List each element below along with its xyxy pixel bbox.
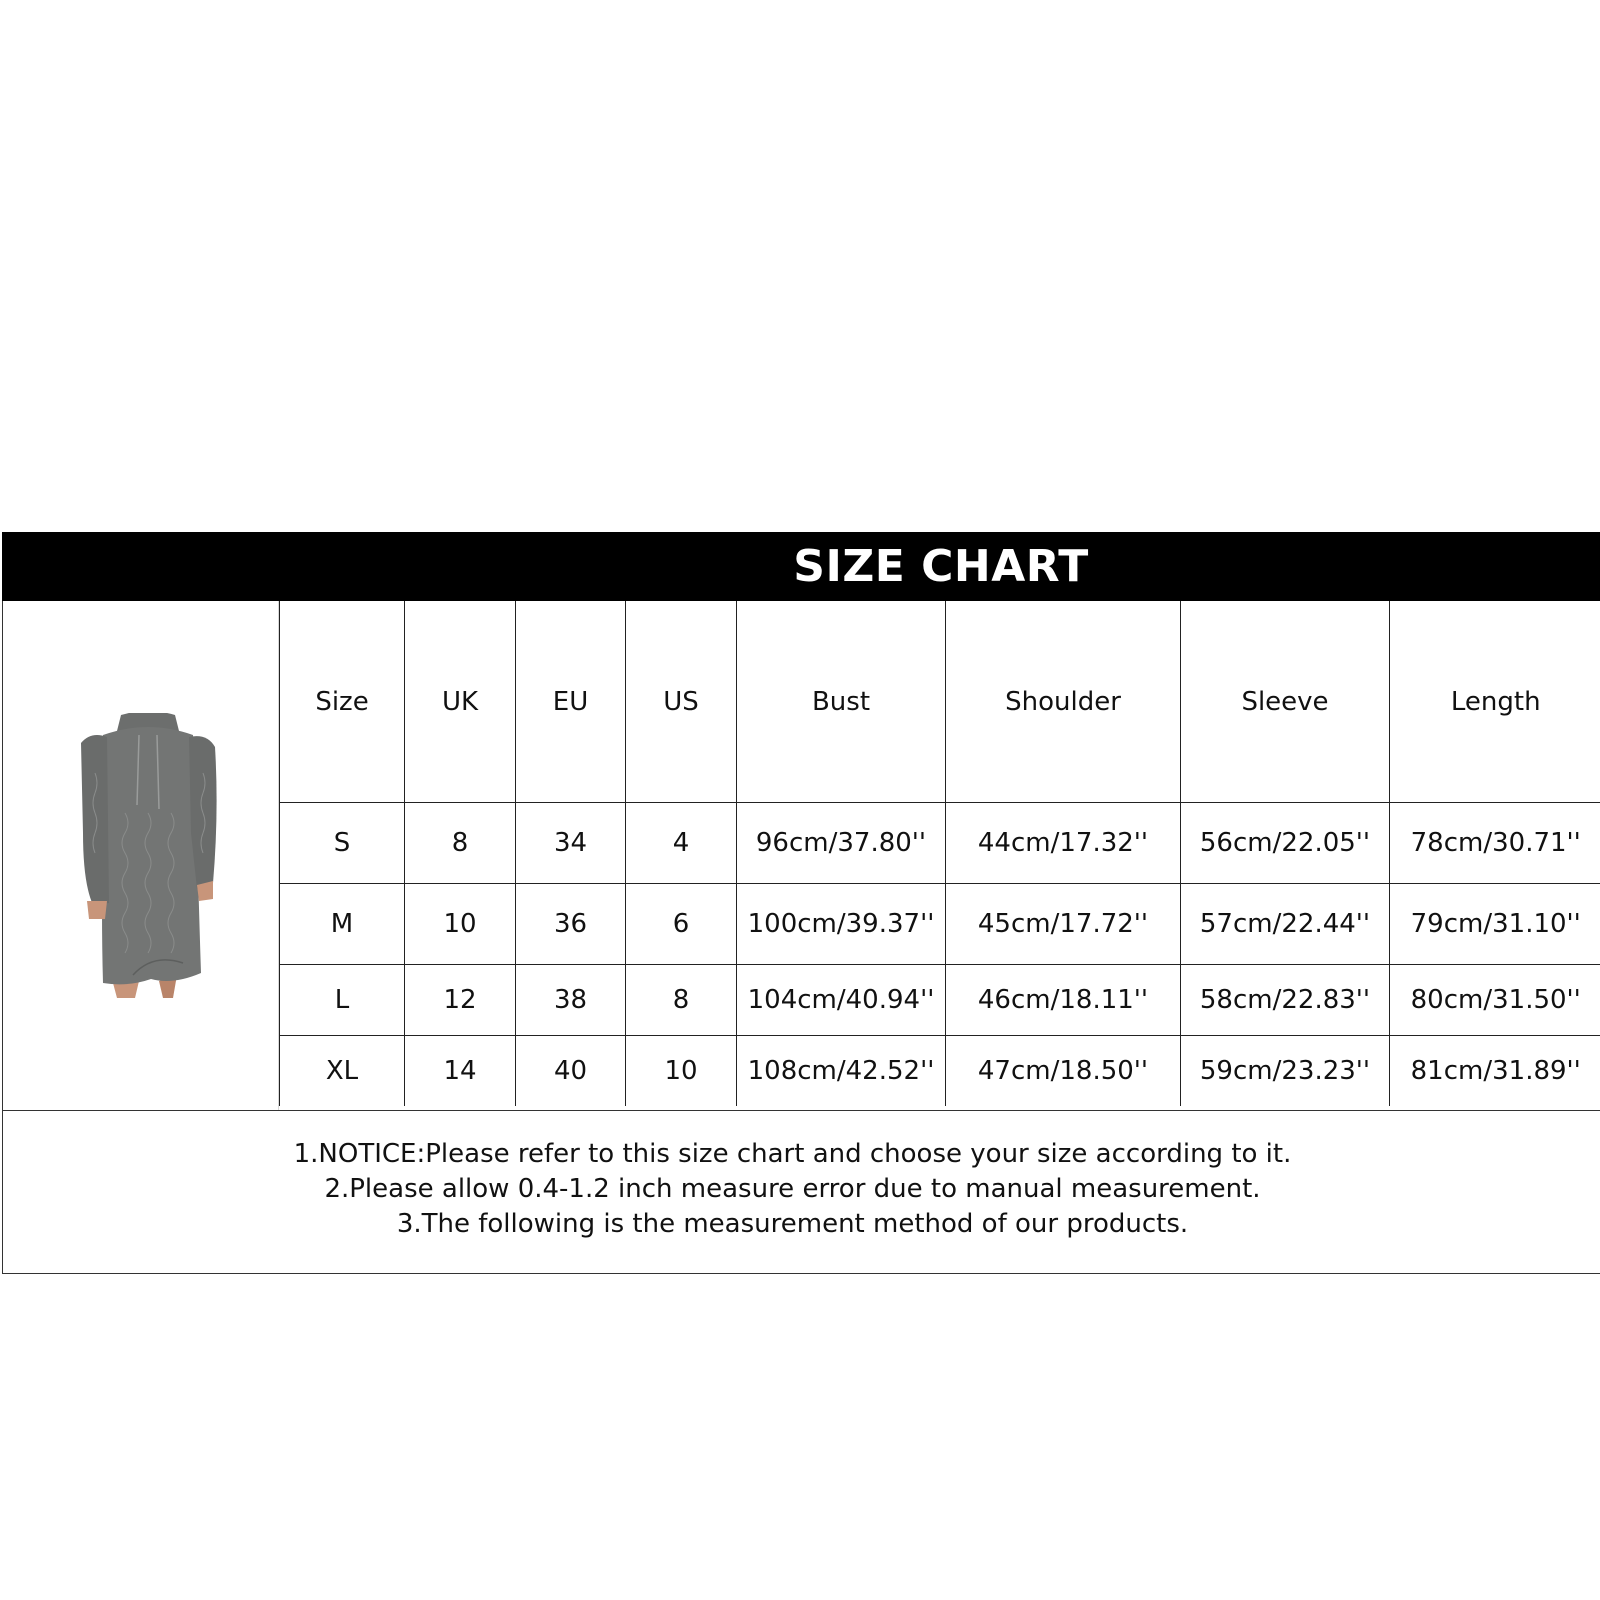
note-line-2: 2.Please allow 0.4-1.2 inch measure error due to manual measurement. (324, 1174, 1261, 1204)
cell-us: 4 (626, 803, 737, 884)
cell-uk: 12 (405, 965, 516, 1036)
cell-us: 10 (626, 1036, 737, 1107)
cell-eu: 40 (516, 1036, 626, 1107)
table-row (280, 884, 1600, 965)
cell-size: S (280, 803, 405, 884)
size-table (279, 601, 1600, 1106)
header-sleeve: Sleeve (1181, 601, 1390, 803)
table-row (280, 803, 1600, 884)
cell-sleeve: 59cm/23.23'' (1181, 1036, 1390, 1107)
cell-eu: 34 (516, 803, 626, 884)
hooded-dress-image (73, 713, 223, 998)
cell-length: 79cm/31.10'' (1390, 884, 1600, 965)
cell-bust: 96cm/37.80'' (737, 803, 946, 884)
cell-bust: 108cm/42.52'' (737, 1036, 946, 1107)
header-length: Length (1390, 601, 1600, 803)
cell-size: L (280, 965, 405, 1036)
header-us: US (626, 601, 737, 803)
chart-title: SIZE CHART (793, 541, 1089, 592)
cell-shoulder: 45cm/17.72'' (946, 884, 1181, 965)
cell-sleeve: 57cm/22.44'' (1181, 884, 1390, 965)
cell-length: 78cm/30.71'' (1390, 803, 1600, 884)
header-eu: EU (516, 601, 626, 803)
size-chart (2, 532, 1600, 1274)
cell-uk: 10 (405, 884, 516, 965)
cell-us: 8 (626, 965, 737, 1036)
note-line-1: 1.NOTICE:Please refer to this size chart and choose your size according to it. (293, 1139, 1292, 1169)
title-bar (2, 532, 1600, 601)
table-row (280, 1036, 1600, 1107)
header-uk: UK (405, 601, 516, 803)
cell-shoulder: 46cm/18.11'' (946, 965, 1181, 1036)
cell-shoulder: 44cm/17.32'' (946, 803, 1181, 884)
table-header-row (280, 601, 1600, 803)
cell-bust: 100cm/39.37'' (737, 884, 946, 965)
notes-section (2, 1111, 1600, 1274)
cell-uk: 8 (405, 803, 516, 884)
header-size: Size (280, 601, 405, 803)
cell-length: 80cm/31.50'' (1390, 965, 1600, 1036)
cell-bust: 104cm/40.94'' (737, 965, 946, 1036)
cell-length: 81cm/31.89'' (1390, 1036, 1600, 1107)
header-shoulder: Shoulder (946, 601, 1181, 803)
header-bust: Bust (737, 601, 946, 803)
table-row (280, 965, 1600, 1036)
note-line-3: 3.The following is the measurement method of our products. (396, 1209, 1189, 1239)
cell-size: XL (280, 1036, 405, 1107)
cell-size: M (280, 884, 405, 965)
cell-eu: 38 (516, 965, 626, 1036)
cell-uk: 14 (405, 1036, 516, 1107)
cell-eu: 36 (516, 884, 626, 965)
product-image-cell (3, 601, 279, 1110)
cell-us: 6 (626, 884, 737, 965)
chart-title-wrap (2, 532, 1600, 601)
table-area (2, 601, 1600, 1111)
cell-sleeve: 58cm/22.83'' (1181, 965, 1390, 1036)
cell-sleeve: 56cm/22.05'' (1181, 803, 1390, 884)
cell-shoulder: 47cm/18.50'' (946, 1036, 1181, 1107)
